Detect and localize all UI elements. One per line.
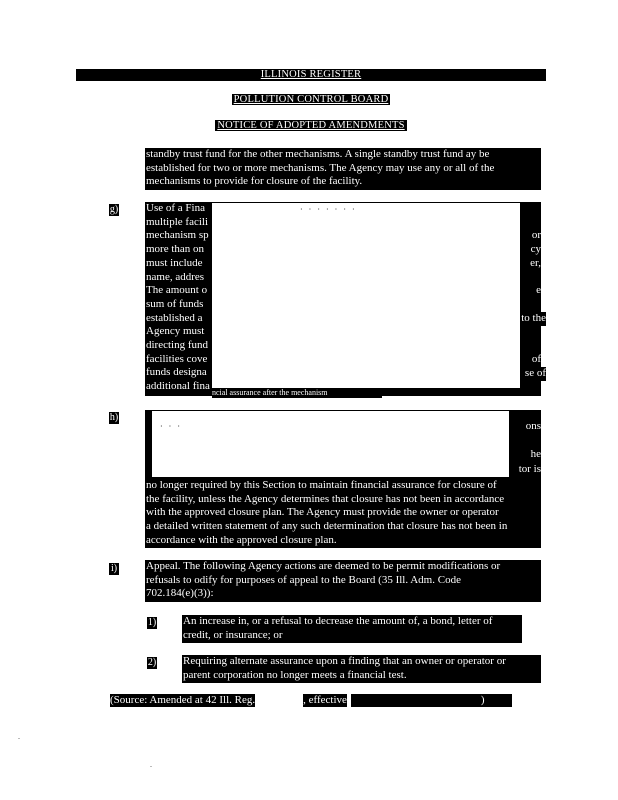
section-h-line: the facility, unless the Agency determines that closure has not been in accordance [146, 492, 505, 505]
g-fragment: se of [520, 367, 546, 381]
item-1-line: credit, or insurance; or [183, 628, 283, 641]
section-h-line: with the approved closure plan. The Agency must provide the owner or operator [146, 506, 499, 519]
redaction-mask-g [212, 203, 520, 388]
section-g-line: mechanism sp [146, 229, 209, 242]
g-fragment: er, [520, 257, 541, 271]
intro-line: established for two or more mechanisms. The Agency may use any or all of the [146, 161, 495, 174]
g-fragment: to the [521, 312, 546, 324]
scan-speck [18, 738, 20, 739]
section-g-marker: g) [109, 204, 119, 215]
item-1-line: An increase in, or a refusal to decrease the amount of, a bond, letter of [183, 615, 493, 627]
notice-header [76, 120, 546, 132]
source-blank [255, 694, 303, 707]
section-g-line: Agency must [146, 325, 205, 338]
section-i-line: refusals to odify for purposes of appeal to the Board (35 Ill. Adm. Code [146, 573, 461, 586]
faint-marks: · · · [160, 422, 182, 431]
source-suffix: ) [480, 694, 485, 706]
section-g-line: Use of a Fina [146, 202, 205, 214]
section-g-line: The amount o [146, 284, 208, 297]
section-g-line: more than on [146, 243, 205, 256]
item-2-marker: 2) [147, 657, 157, 668]
section-g-line: directing fund [146, 339, 209, 352]
section-g-line: name, addres [146, 270, 205, 283]
source-blank [347, 694, 351, 707]
section-h-marker: h) [109, 412, 119, 423]
source-line [110, 694, 512, 707]
section-h-line: no longer required by this Section to maintain financial assurance for closure of [146, 479, 497, 491]
register-header [76, 69, 546, 81]
section-g-partial: ncial assurance after the mechanism [212, 388, 382, 398]
g-fragment: or [520, 229, 541, 243]
section-g-line: facilities cove [146, 352, 208, 365]
item-2-line: parent corporation no longer meets a financial test. [183, 668, 407, 681]
item-2-block [182, 655, 541, 683]
scan-speck [150, 766, 152, 767]
section-g-line: multiple facili [146, 215, 209, 228]
h-fragment: tor is [511, 463, 541, 477]
item-1-marker: 1) [147, 617, 157, 628]
section-i-marker: i) [110, 563, 118, 574]
g-fragment: of [520, 353, 541, 367]
h-fragment: ons [511, 420, 541, 434]
item-1-block [182, 615, 522, 643]
section-h-line: a detailed written statement of any such determination that closure has not been in [146, 520, 508, 533]
section-i-line: Appeal. The following Agency actions are deemed to be permit modifications or [146, 560, 501, 572]
intro-line: standby trust fund for the other mechanisms. A single standby trust fund ay be [146, 148, 490, 160]
source-middle: , effective [303, 694, 347, 706]
intro-line: mechanisms to provide for closure of the facility. [146, 175, 363, 188]
source-prefix: (Source: Amended at 42 Ill. Reg. [110, 694, 256, 706]
section-g-line: sum of funds [146, 297, 204, 310]
g-fragment: cy [520, 243, 541, 257]
register-title: ILLINOIS REGISTER [260, 69, 362, 80]
section-i-block [145, 560, 541, 602]
section-g-line: additional fina [146, 380, 210, 393]
board-header [76, 94, 546, 106]
section-h-line: accordance with the approved closure plan. [146, 533, 337, 546]
section-g-line: must include [146, 256, 203, 269]
redaction-mask-h [152, 411, 509, 477]
notice-title: NOTICE OF ADOPTED AMENDMENTS [217, 120, 405, 131]
item-2-line: Requiring alternate assurance upon a finding that an owner or operator or [183, 655, 506, 667]
board-title: POLLUTION CONTROL BOARD [233, 94, 389, 105]
h-fragment: he [511, 448, 541, 462]
g-fragment: e [520, 284, 541, 298]
intro-paragraph [145, 148, 541, 190]
section-i-line: 702.184(e)(3)): [146, 587, 214, 600]
faint-marks: · · · · · · · [300, 205, 357, 214]
section-g-line: established a [146, 311, 203, 324]
section-g-line: funds designa [146, 366, 207, 379]
